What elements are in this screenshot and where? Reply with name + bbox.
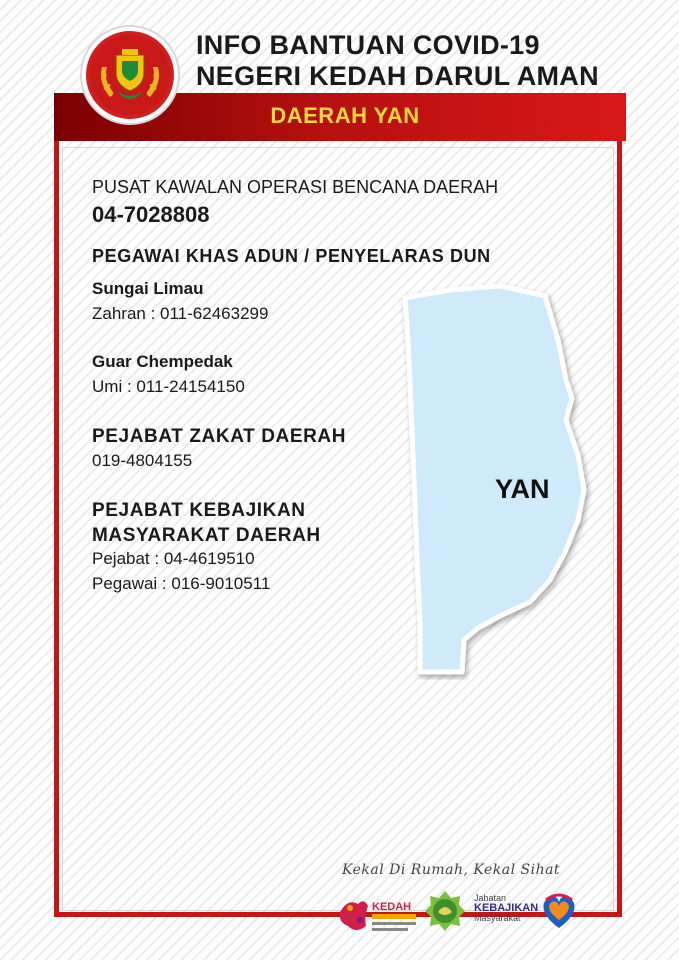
jkm-office-phone: Pejabat : 04-4619510 [92, 549, 255, 568]
district-label: DAERAH YAN [270, 103, 420, 128]
kedah-logo-icon [336, 892, 422, 943]
jkm-logo-line-2: KEBAJIKAN [474, 902, 539, 914]
title-line-2: NEGERI KEDAH DARUL AMAN [196, 61, 599, 91]
jkm-officer-phone: Pegawai : 016-9010511 [92, 574, 271, 593]
zakat-kedah-logo-icon [424, 890, 466, 937]
jkm-heading-line-2: MASYARAKAT DAERAH [92, 525, 321, 546]
map-district-label: YAN [495, 474, 550, 504]
adun-area-2: Guar Chempedak [92, 352, 233, 371]
zakat-heading: PEJABAT ZAKAT DAERAH [92, 426, 347, 447]
jkm-logo-line-1: Jabatan [474, 893, 507, 903]
zakat-phone: 019-4804155 [92, 451, 193, 470]
page-title [196, 30, 599, 92]
adun-contact-2: Umi : 011-24154150 [92, 377, 245, 396]
jkm-logo-icon [474, 893, 538, 923]
pkob-phone: 04-7028808 [92, 202, 210, 227]
jkm-heading-line-1: PEJABAT KEBAJIKAN [92, 500, 306, 521]
kedah-state-crest-icon [82, 27, 178, 123]
heart-logo-icon [538, 890, 580, 939]
pkob-label: PUSAT KAWALAN OPERASI BENCANA DAERAH [92, 177, 499, 197]
jkm-logo-line-3: Masyarakat [474, 913, 521, 923]
slogan-text: Kekal Di Rumah, Kekal Sihat [342, 862, 561, 878]
title-line-1: INFO BANTUAN COVID-19 [196, 30, 540, 60]
adun-area-1: Sungai Limau [92, 279, 204, 298]
adun-contact-1: Zahran : 011-62463299 [92, 304, 269, 323]
adun-heading: PEGAWAI KHAS ADUN / PENYELARAS DUN [92, 246, 491, 266]
svg-text:KEDAH: KEDAH [372, 901, 412, 913]
